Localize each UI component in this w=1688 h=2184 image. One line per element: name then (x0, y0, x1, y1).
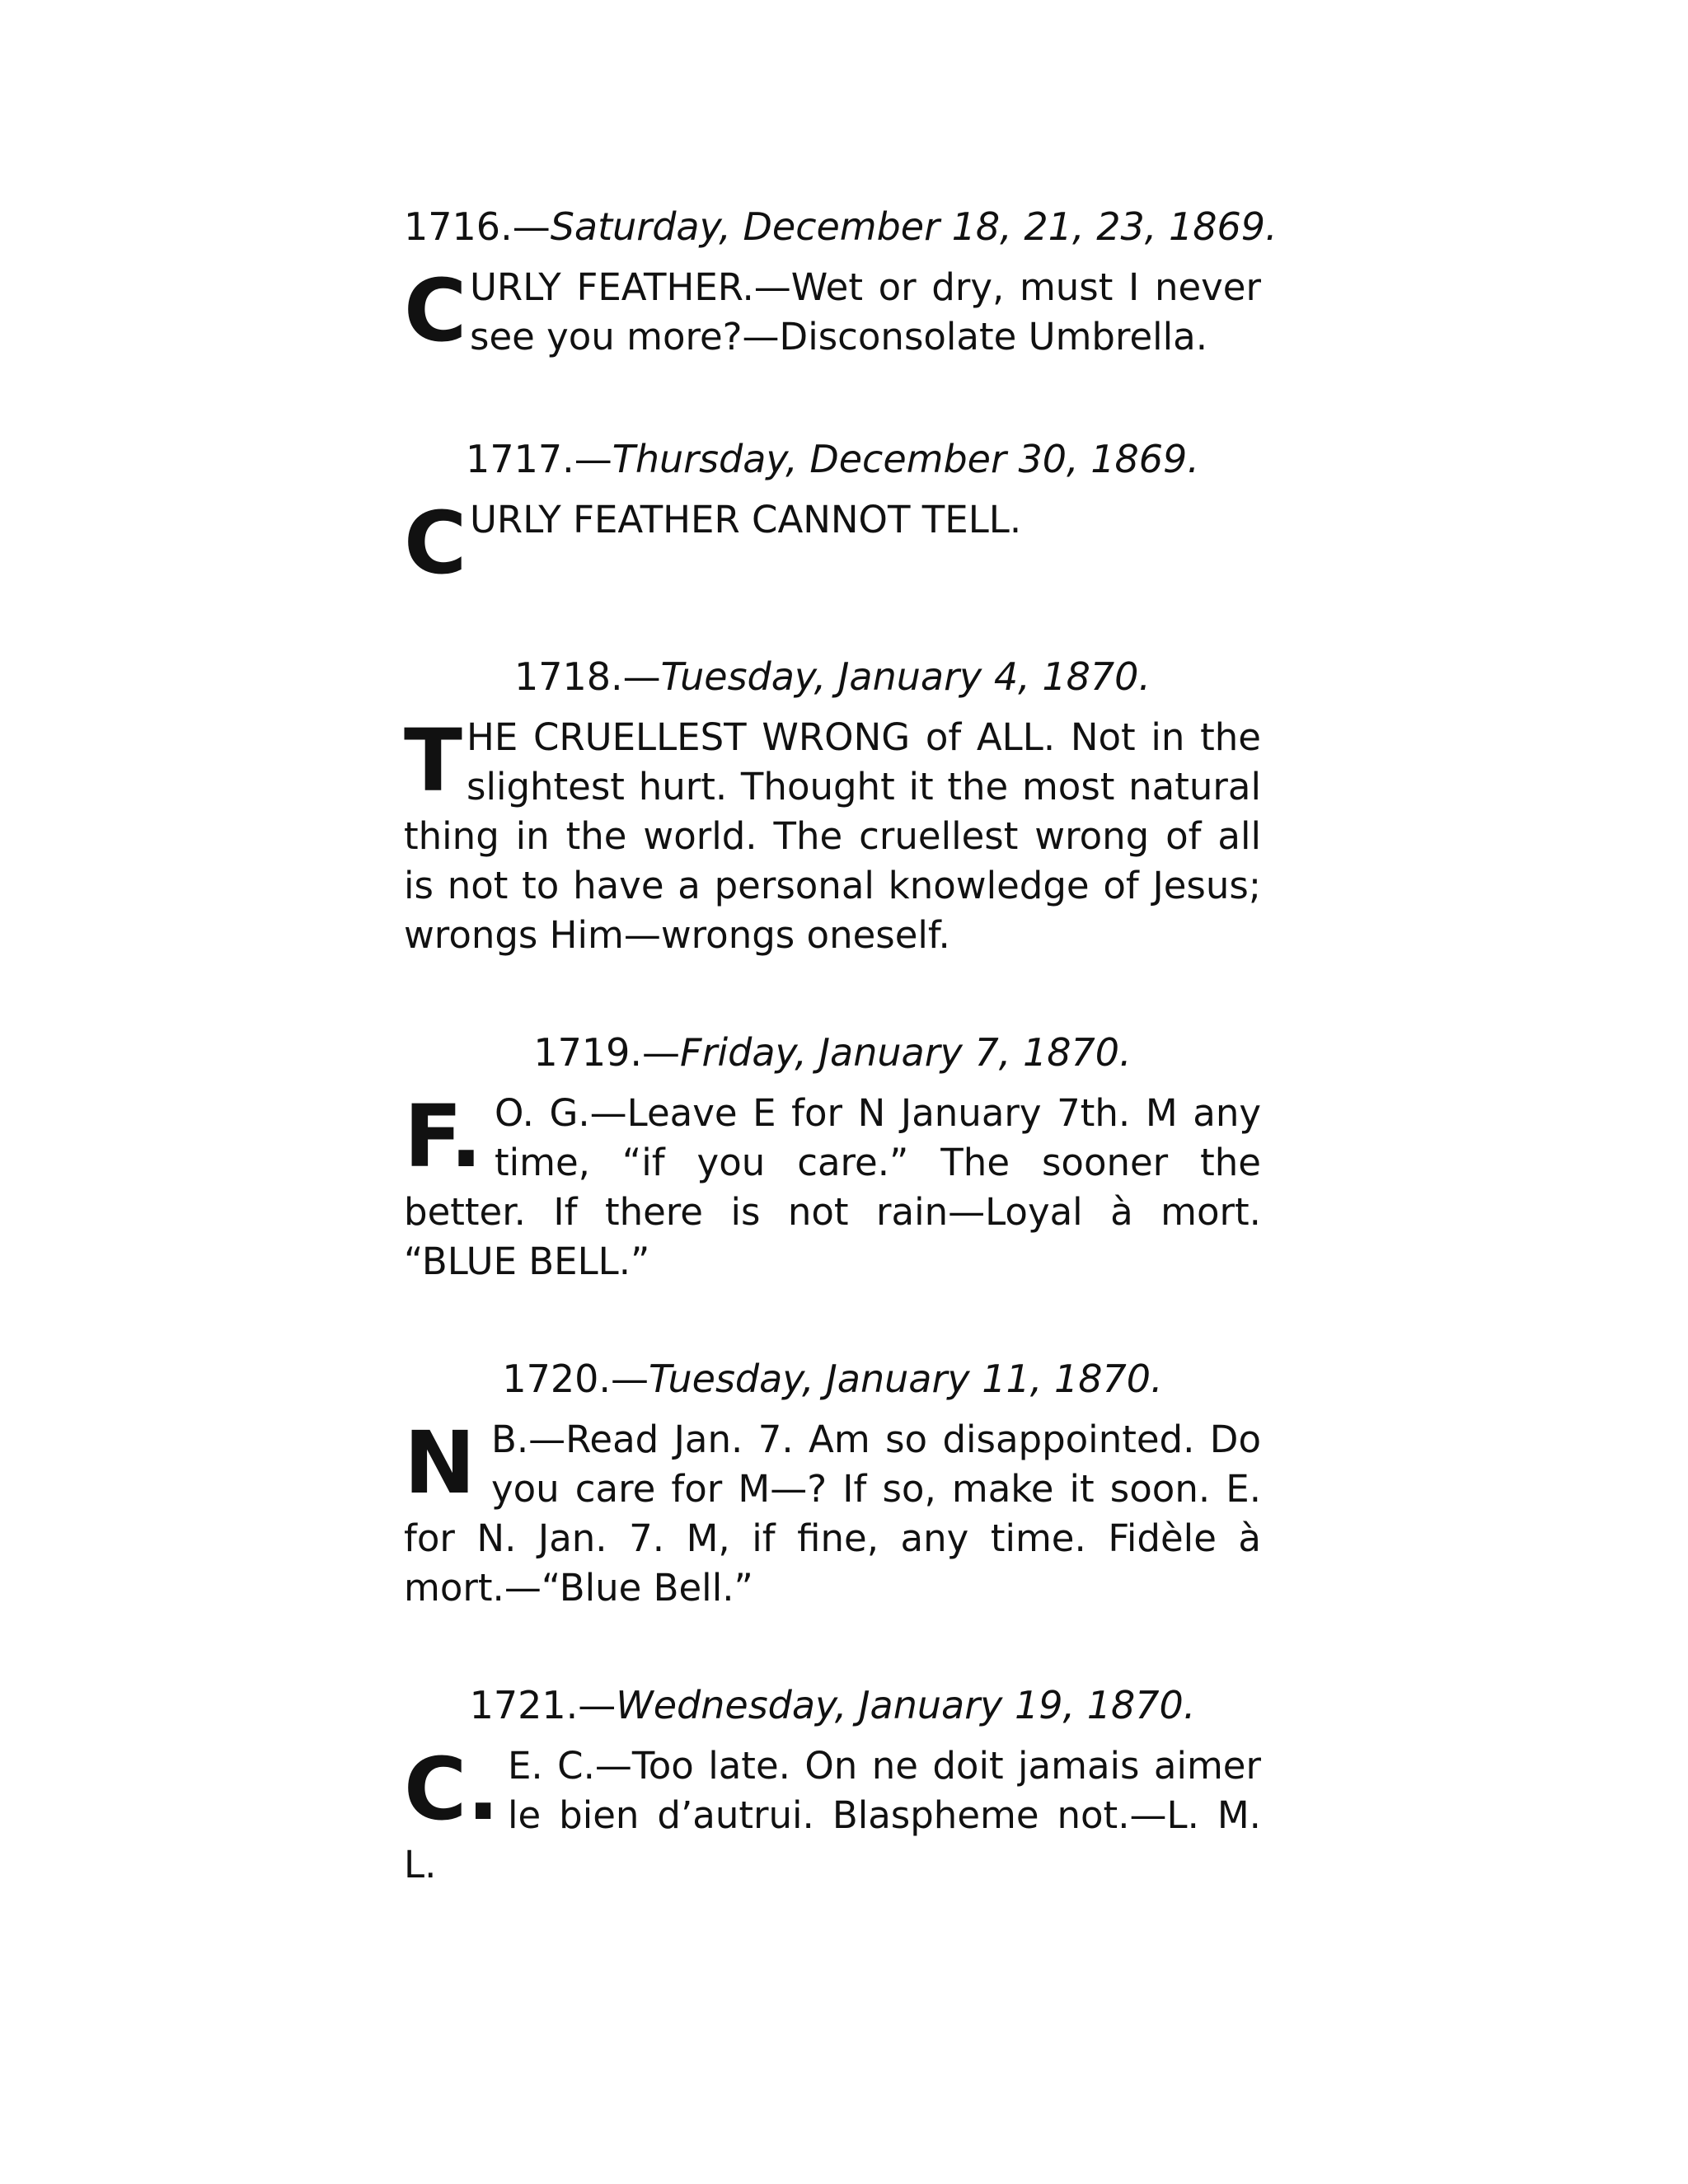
entry-body (404, 260, 1261, 362)
entry-date: Tuesday, January 11, 1870. (649, 1357, 1163, 1401)
drop-cap: N (404, 1413, 476, 1513)
entry-body (404, 1741, 1261, 1890)
entry-number: 1718.— (513, 654, 661, 699)
entry-heading (404, 1028, 1261, 1077)
entry-number: 1716.— (404, 204, 551, 249)
entry-text: O. G.—Leave E for N January 7th. M any time, “if you care.” The sooner the better. If there is not rain—Loyal à mort. “BLUE BELL.” (404, 1091, 1261, 1283)
entry-heading (404, 1354, 1261, 1404)
entry-body (404, 1415, 1261, 1613)
entry-body (404, 710, 1261, 960)
entry-1720 (404, 1354, 1261, 1613)
entry-number: 1720.— (502, 1357, 649, 1401)
drop-cap: C (404, 493, 467, 593)
entry-date: Wednesday, January 19, 1870. (616, 1683, 1196, 1727)
entry-date: Friday, January 7, 1870. (680, 1030, 1132, 1075)
entry-heading (404, 652, 1261, 701)
document-page (404, 202, 1278, 1890)
entry-text: URLY FEATHER.—Wet or dry, must I never see you more?—Disconsolate Umbrella. (470, 265, 1261, 359)
drop-cap: C. (404, 1739, 499, 1840)
entry-text: HE CRUELLEST WRONG of ALL. Not in the slightest hurt. Thought it the most natural thing in the world. The cruellest wrong of all is not to have a personal knowledge of Jesus; wrongs Him—wrongs oneself. (404, 715, 1261, 957)
drop-cap: F. (404, 1086, 483, 1187)
entry-heading (404, 1680, 1261, 1730)
entry-date: Saturday, December 18, 21, 23, 1869. (550, 204, 1278, 249)
entry-number: 1717.— (466, 437, 612, 481)
entry-number: 1721.— (469, 1683, 617, 1727)
entry-date: Thursday, December 30, 1869. (612, 437, 1199, 481)
entry-1718 (404, 652, 1261, 960)
entry-1716 (404, 202, 1278, 362)
entry-text: E. C.—Too late. On ne doit jamais aimer le bien d’autrui. Blaspheme not.—L. M. L. (404, 1744, 1261, 1886)
entry-number: 1719.— (533, 1030, 681, 1075)
entry-1717 (404, 434, 1261, 594)
entry-1721 (404, 1680, 1261, 1890)
entry-body (404, 1086, 1261, 1286)
entry-text: URLY FEATHER CANNOT TELL. (470, 498, 1022, 541)
entry-text: B.—Read Jan. 7. Am so disappointed. Do you care for M—? If so, make it soon. E. for N. Jan. 7. M, if fine, any time. Fidèle à mort.—“Blue Bell.” (404, 1418, 1261, 1610)
entry-1719 (404, 1028, 1261, 1286)
entry-date: Tuesday, January 4, 1870. (660, 654, 1151, 699)
entry-heading (404, 434, 1261, 484)
drop-cap: C (404, 260, 467, 361)
drop-cap: T (404, 710, 462, 811)
entry-heading (404, 202, 1278, 251)
entry-body (404, 493, 1261, 593)
